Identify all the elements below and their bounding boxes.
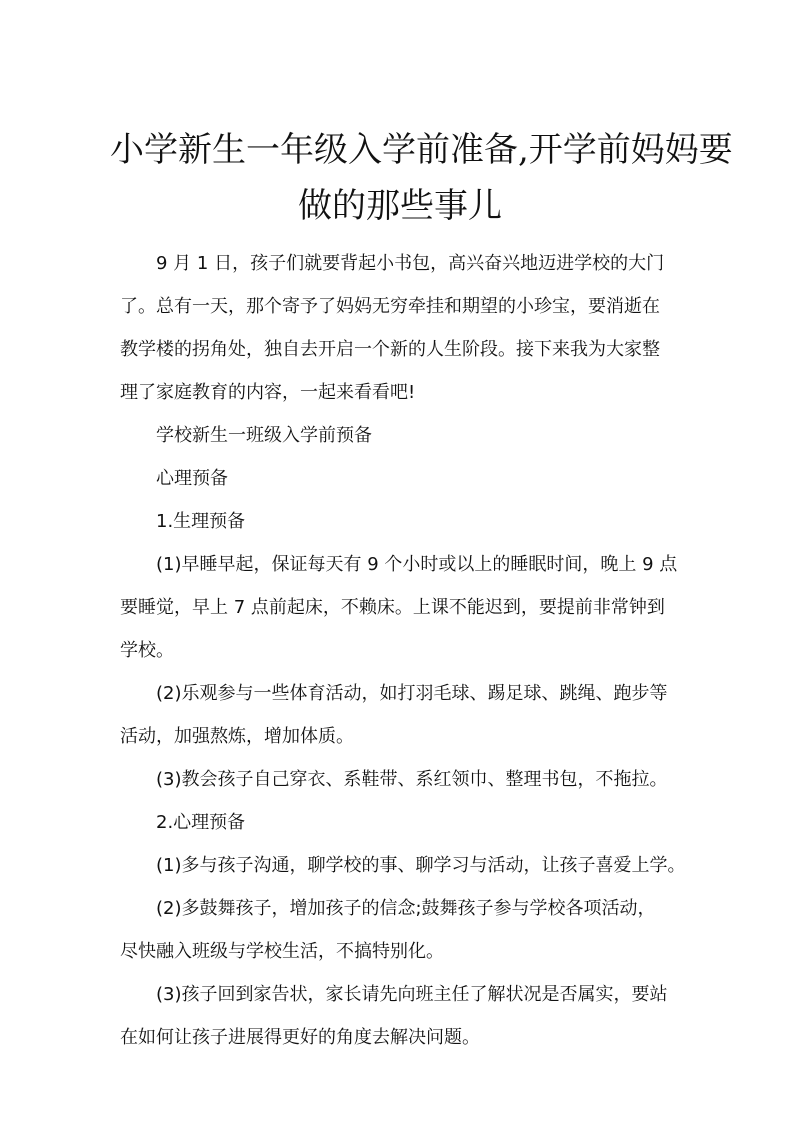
list-item-paragraph: [120, 973, 685, 1059]
text-line: (1)多与孩子沟通，聊学校的事、聊学习与活动，让孩子喜爱上学。: [156, 855, 686, 876]
text-line: (2)乐观参与一些体育活动，如打羽毛球、踢足球、跳绳、跑步等: [156, 683, 668, 704]
text-line: 心理预备: [156, 468, 228, 489]
list-item-paragraph: [120, 672, 685, 758]
section-heading: [120, 414, 685, 457]
text-line: 了。总有一天，那个寄予了妈妈无穷牵挂和期望的小珍宝，要消逝在: [120, 296, 660, 317]
text-line: (2)多鼓舞孩子，增加孩子的信念;鼓舞孩子参与学校各项活动，: [156, 898, 656, 919]
title-line: 小学新生一年级入学前准备,开学前妈妈要: [110, 130, 733, 170]
title-line: 做的那些事儿: [298, 186, 502, 226]
text-line: 理了家庭教育的内容，一起来看看吧!: [120, 382, 416, 403]
text-line: 要睡觉，早上 7 点前起床，不赖床。上课不能迟到，要提前非常钟到: [120, 597, 665, 618]
document-title: [110, 122, 733, 234]
text-line: 9 月 1 日，孩子们就要背起小书包，高兴奋兴地迈进学校的大门: [156, 253, 665, 274]
text-line: 尽快融入班级与学校生活，不搞特别化。: [120, 941, 444, 962]
text-line: (3)孩子回到家告状，家长请先向班主任了解状况是否属实，要站: [156, 984, 668, 1005]
subsection-heading: [120, 457, 685, 500]
document-body: [120, 242, 685, 1059]
text-line: (3)教会孩子自己穿衣、系鞋带、系红领巾、整理书包，不拖拉。: [156, 769, 668, 790]
subsection-heading: [120, 801, 685, 844]
text-line: 2.心理预备: [156, 812, 246, 833]
list-item-paragraph: [120, 887, 685, 973]
list-item-paragraph: [120, 543, 685, 672]
list-item-paragraph: [120, 844, 685, 887]
list-item-paragraph: [120, 758, 685, 801]
text-line: 在如何让孩子进展得更好的角度去解决问题。: [120, 1027, 480, 1048]
text-line: 1.生理预备: [156, 511, 246, 532]
text-line: 学校。: [120, 640, 174, 661]
text-line: 活动，加强熬炼，增加体质。: [120, 726, 354, 747]
text-line: 学校新生一班级入学前预备: [156, 425, 372, 446]
text-line: (1)早睡早起，保证每天有 9 个小时或以上的睡眠时间，晚上 9 点: [156, 554, 678, 575]
text-line: 教学楼的拐角处，独自去开启一个新的人生阶段。接下来我为大家整: [120, 339, 660, 360]
paragraph-intro: [120, 242, 685, 414]
subsection-heading: [120, 500, 685, 543]
